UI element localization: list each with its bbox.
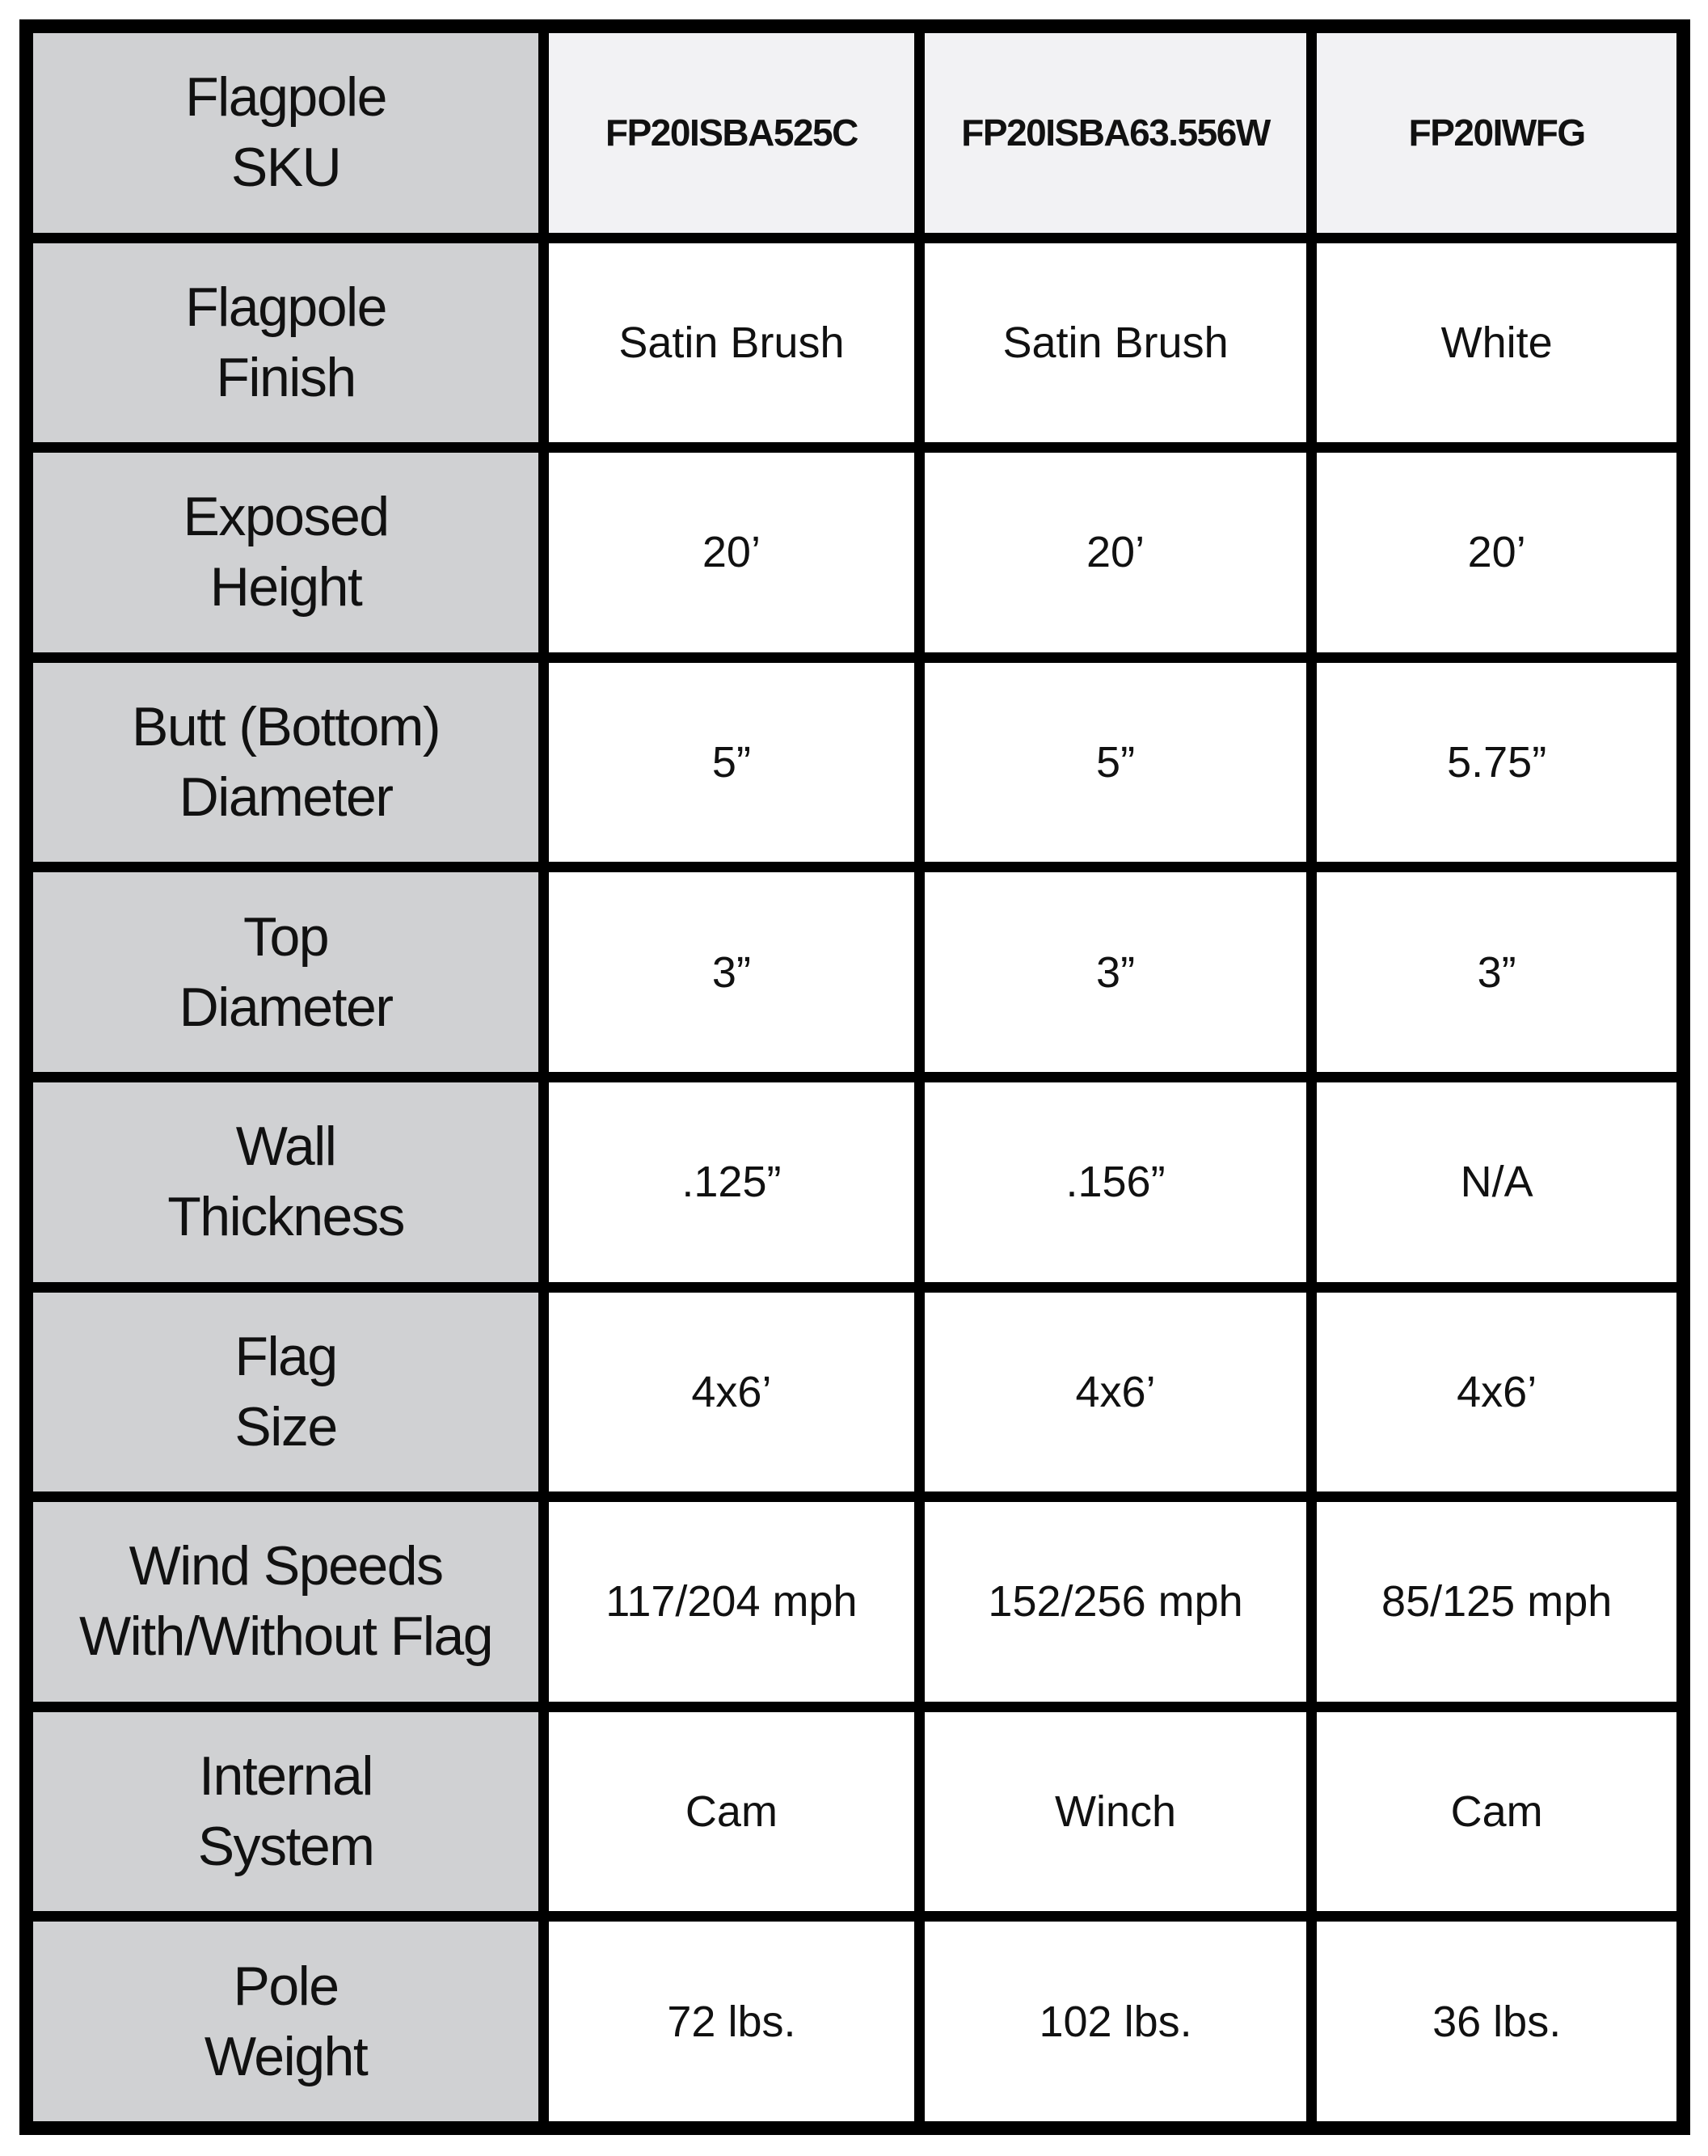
value-cell: 20’ xyxy=(925,453,1307,652)
row-label: Exposed Height xyxy=(33,453,538,652)
flagpole-spec-table xyxy=(19,19,1690,2135)
value-cell: White xyxy=(1317,243,1676,443)
value-cell: 3” xyxy=(1317,872,1676,1072)
row-label: Flagpole SKU xyxy=(33,33,538,233)
value-cell: .125” xyxy=(549,1082,914,1282)
row-label: Butt (Bottom) Diameter xyxy=(33,663,538,863)
value-cell: 5” xyxy=(549,663,914,863)
value-cell: 36 lbs. xyxy=(1317,1922,1676,2121)
value-cell: 20’ xyxy=(1317,453,1676,652)
row-label: Wall Thickness xyxy=(33,1082,538,1282)
row-label: Top Diameter xyxy=(33,872,538,1072)
row-label: Flagpole Finish xyxy=(33,243,538,443)
row-label: Internal System xyxy=(33,1712,538,1912)
value-cell: 4x6’ xyxy=(1317,1293,1676,1492)
value-cell: Cam xyxy=(549,1712,914,1912)
value-cell: 4x6’ xyxy=(925,1293,1307,1492)
value-cell: 4x6’ xyxy=(549,1293,914,1492)
sku-cell: FP20ISBA525C xyxy=(549,33,914,233)
value-cell: Satin Brush xyxy=(925,243,1307,443)
sku-cell: FP20ISBA63.556W xyxy=(925,33,1307,233)
value-cell: 72 lbs. xyxy=(549,1922,914,2121)
value-cell: 85/125 mph xyxy=(1317,1502,1676,1702)
row-label: Wind Speeds With/Without Flag xyxy=(33,1502,538,1702)
value-cell: Winch xyxy=(925,1712,1307,1912)
value-cell: 5” xyxy=(925,663,1307,863)
value-cell: 20’ xyxy=(549,453,914,652)
value-cell: .156” xyxy=(925,1082,1307,1282)
value-cell: 102 lbs. xyxy=(925,1922,1307,2121)
value-cell: N/A xyxy=(1317,1082,1676,1282)
value-cell: 117/204 mph xyxy=(549,1502,914,1702)
value-cell: 3” xyxy=(549,872,914,1072)
value-cell: 3” xyxy=(925,872,1307,1072)
sku-cell: FP20IWFG xyxy=(1317,33,1676,233)
value-cell: 5.75” xyxy=(1317,663,1676,863)
value-cell: Satin Brush xyxy=(549,243,914,443)
row-label: Pole Weight xyxy=(33,1922,538,2121)
value-cell: Cam xyxy=(1317,1712,1676,1912)
row-label: Flag Size xyxy=(33,1293,538,1492)
value-cell: 152/256 mph xyxy=(925,1502,1307,1702)
